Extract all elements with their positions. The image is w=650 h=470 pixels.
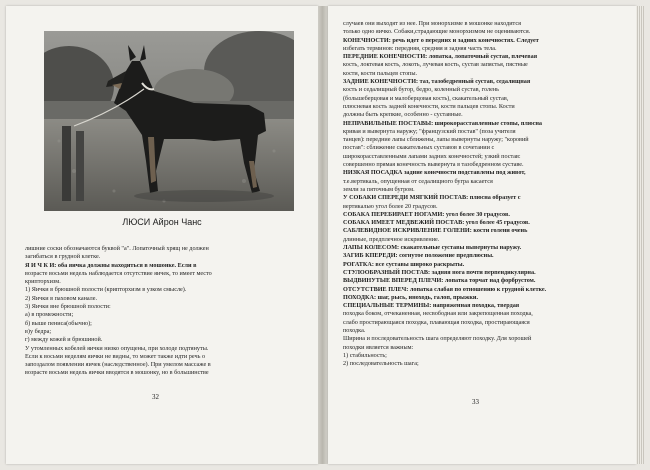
text-line: кости, кости пальцев стопы. — [343, 69, 418, 77]
text-line: 2) Яички в паховом канале. — [25, 294, 98, 302]
text-line: СТУЛООБРАЗНЫЙ ПОСТАВ: задняя нога почти перпендикулярна. — [343, 268, 536, 276]
right-body-text — [343, 20, 615, 368]
text-line: ВЫДВИНУТЫЕ ВПЕРЕД ПЛЕЧИ: лопатка торчат над форбрустом. — [343, 277, 536, 285]
text-line: ЛАПЫ КОЛЕСОМ: скакательные суставы вывернуты наружу. — [343, 244, 522, 252]
text-line: кость, локтевая кость, локоть, лучевая кость, сустав запястья, пястные — [343, 61, 528, 69]
text-line: САБЛЕВИДНОЕ ИСКРИВЛЕНИЕ ГОЛЕНИ: кости голени очень — [343, 227, 528, 235]
text-line: вертикалью угол более 20 градусов. — [343, 202, 438, 210]
text-line: ЗАГИБ КПЕРЕДИ: согнутое положение предплюсны. — [343, 252, 494, 260]
text-line: плюсневая кость задней конечности, кости пальцев стопы. Кости — [343, 102, 515, 110]
text-line: 1) Яички в брюшной полости (крипторхизм в узком смысле). — [25, 286, 187, 294]
right-page — [328, 6, 636, 464]
left-page — [6, 6, 318, 464]
text-line: только одно яичко. Собаки,страдающие монорхизмом не оцениваются. — [343, 28, 531, 36]
text-line: лишние соски обозначаются буквой "a". Лопаточный хрящ не должен — [25, 245, 209, 252]
text-line: У утомленных кобелей яички низко опущены, при холоде подтянуты. — [25, 344, 209, 352]
text-line: случаев они выходят из нее. При монорхизме в мошонке находится — [343, 20, 521, 27]
text-line: СОБАКА ИМЕЕТ МЕДВЕЖИЙ ПОСТАВ: угол более 45 градусов. — [343, 219, 530, 227]
text-line: длинные, предплечное искривление. — [343, 235, 440, 243]
text-line: НИЗКАЯ ПОСАДКА задние конечности подставлены под живот, — [343, 169, 526, 177]
text-line: кость и седалищный бугор, бедро, коленный сустав, голень — [343, 86, 499, 94]
text-line: 1) стабильность; — [343, 351, 387, 359]
text-line: земли за пяточным бугром. — [343, 185, 415, 193]
text-line: ЗАДНИЕ КОНЕЧНОСТИ: таз, тазобедренный сустав, седалищная — [343, 78, 531, 86]
dog-photo — [44, 31, 294, 211]
page-number-right: 33 — [472, 398, 479, 406]
text-line: слабо простирающаяся походка, плавающая походка, простирающаяся — [343, 318, 530, 326]
text-line: 3) Яички вне брюшной полости: — [25, 303, 111, 311]
page-stack-edge — [636, 6, 644, 464]
left-body-text — [25, 245, 301, 378]
text-line: танцев): передние лапы сближены, лапы вывернуты наружу; "коровий — [343, 136, 529, 144]
text-line: походки является важным: — [343, 343, 414, 351]
text-line: постав": сближение скакательных суставов в сочетании с — [343, 144, 495, 152]
text-line: в)у бедра; — [25, 327, 52, 335]
text-line: походка боком, отчеканенная, несвободная или закрепощенная походка, — [343, 310, 533, 318]
text-line: загибаться в грудной клетке. — [25, 253, 101, 261]
text-line: а) в промежности; — [25, 311, 74, 319]
text-line: возрасте восьми недель яички вводятся в мошонку, но в большинстве — [25, 369, 209, 377]
page-number-left: 32 — [152, 393, 159, 401]
text-line: г) между кожей и брюшиной. — [25, 336, 103, 344]
text-line: РОГАТКА: все суставы широко раскрыты. — [343, 260, 465, 268]
text-line: КОНЕЧНОСТИ: речь идет о передних и задних конечностях. Следует — [343, 36, 539, 44]
text-line: т.е.вертикаль, опущенная от седалищного бугра касается — [343, 177, 493, 185]
text-line: б) выше пениса(обычно); — [25, 319, 92, 327]
text-line: НЕПРАВИЛЬНЫЕ ПОСТАВЫ: широкорасставленные стопы, плюсна — [343, 119, 543, 127]
text-line: ПОХОДКА: шаг, рысь, иноходь, галоп, прыжки. — [343, 293, 479, 301]
text-line: СПЕЦИАЛЬНЫЕ ТЕРМИНЫ: напряженная походка, твердая — [343, 302, 520, 310]
text-line: (большеберцовая и малоберцовая кость), скакательный сустав, — [343, 94, 509, 102]
text-line: Если к восьми неделям яички не видны, то может также идти речь о — [25, 352, 206, 360]
text-line: крипторхизм. — [25, 278, 61, 286]
text-line: 2) последовательность шага; — [343, 360, 419, 368]
text-line: совершенно прямая конечность вывернута в тазобедренном суставе. — [343, 161, 524, 169]
text-line: широкорасставленными лапами задних конечностей; узкий постав: — [343, 152, 521, 160]
text-line: походка. — [343, 326, 366, 334]
text-line: Ширина и последовательность шага определяют походку. Для хорошей — [343, 335, 532, 343]
text-line: избегать терминов: передняя, средняя и задняя часть тела. — [343, 44, 497, 52]
book-gutter — [318, 6, 328, 464]
text-line: ОТСУТСТВИЕ ПЛЕЧ: лопатка слабая по отношению к грудной клетке. — [343, 285, 547, 293]
photo-caption: ЛЮСИ Айрон Чанс — [122, 217, 202, 227]
text-line: У СОБАКИ СПЕРЕДИ МЯГКИЙ ПОСТАВ: плюсна образует с — [343, 194, 521, 202]
text-line: возрасте восьми недель наблюдается отсутствие яичек, то имеет место — [25, 269, 212, 277]
text-line: СОБАКА ПЕРЕБИРАЕТ НОГАМИ: угол более 30 градусов. — [343, 210, 510, 218]
text-line: запоздалом появлении яичек (наследственное). При умелом массаже в — [25, 361, 211, 369]
text-line: Я И Ч К И: оба яичка должны находиться в мошонке. Если в — [25, 261, 197, 269]
text-line: ПЕРЕДНИЕ КОНЕЧНОСТИ: лопатка, лопаточный сустав, плечевая — [343, 53, 538, 61]
text-line: кривая и вывернута наружу; "французский постав" (поза учителя — [343, 127, 516, 135]
text-line: должны быть крепкие, особенно - суставные. — [343, 111, 463, 119]
